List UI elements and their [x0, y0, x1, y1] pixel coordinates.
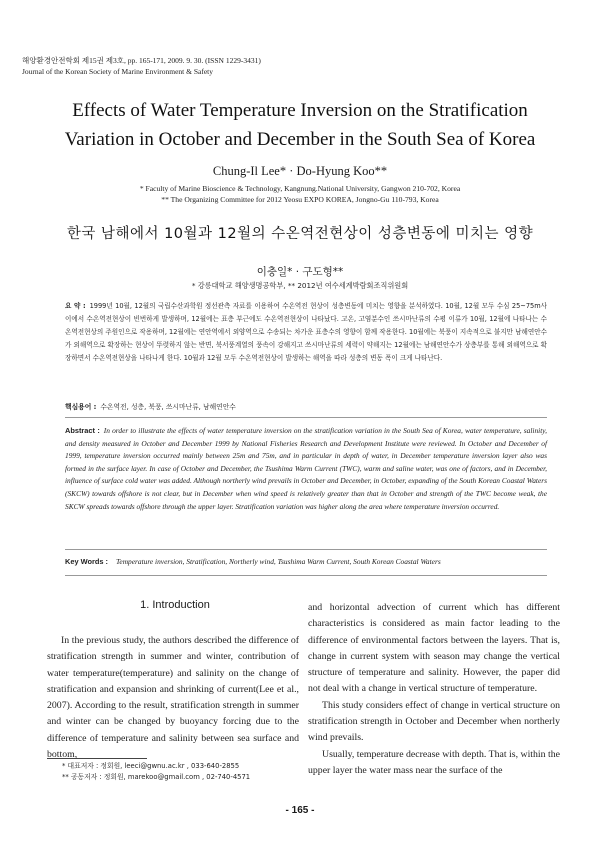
section-heading: 1. Introduction — [140, 599, 210, 611]
paper-title — [40, 96, 560, 154]
paper-title-line2: Variation in October and December in the South Sea of Korea — [64, 129, 536, 150]
paragraph: In the previous study, the authors described the difference of stratification strength in summer and winter, contribution of water temperature(temperature) and salinity on the change of stratification and expansion and shrinking of current(Lee et al., 2007). According to the result, stratification strength in summer and winter can be changed by buoyancy forcing due to the difference of temperature and salinity between sea surface and bottom, — [47, 635, 299, 761]
english-keywords — [65, 557, 547, 566]
author-list: Chung-Il Lee* · Do-Hyung Koo** — [212, 164, 388, 178]
divider — [65, 417, 547, 418]
korean-abstract — [65, 300, 547, 365]
keywords-text: Temperature inversion, Stratification, Northerly wind, Tsushima Warm Current, South Korean Coastal Waters — [115, 557, 441, 566]
affiliation-1: * Faculty of Marine Bioscience & Technology, Kangnung.National University, Gangwon 210-702, Korea — [139, 184, 461, 193]
korean-abstract-label: 요 약 : — [65, 302, 86, 310]
divider — [65, 549, 547, 550]
korean-abstract-text: 1999년 10월, 12월의 국립수산과학원 정선관측 자료를 이용하여 수온역전 현상이 성층변동에 미치는 영향을 분석하였다. 10월, 12월 모두 수심 25~75m사이에서 수온역전현상이 빈번하게 발생하며, 12월에는 표층 부근에도 수온역전현상이 나타났다. 고온, 고염분수인 쓰시마난류의 수평 이류가 10월, 12월에 나타나는 수온역전현상의 주원인으로 작용하며, 12월에는 연안역에서 외양역으로 수송되는 차가운 표층수의 영향이 함께 작용한다. 10월에는 북풍이 지속적으로 불지만 남해연안수가 외해역으로 확장하는 현상이 뚜렷하지 않는 반면, 북서풍계열의 풍속이 강해지고 쓰시마난류의 세력이 약해지는 12월에는 남해연안수가 상층부를 통해 외해역으로 확장하면서 수온역전현상을 나타나게 한다. 10월과 12월 모두 수온역전현상이 발생하는 해역을 따라 성층의 변동 폭이 크게 나타난다. — [65, 302, 547, 363]
affiliation-2: ** The Organizing Committee for 2012 Yeosu EXPO KOREA, Jongno-Gu 110-793, Korea — [161, 195, 439, 204]
korean-keywords-label: 핵심용어 : — [65, 403, 97, 411]
left-column — [47, 633, 299, 763]
divider — [65, 575, 547, 576]
abstract-label: Abstract : — [65, 426, 100, 435]
korean-affiliation: * 강릉대학교 해양생명공학부, ** 2012년 여수세계박람회조직위원회 — [191, 281, 409, 290]
affiliations — [0, 183, 600, 205]
paragraph: This study considers effect of change in vertical structure on stratification strength in October and December when northerly wind prevails. — [308, 699, 560, 744]
keywords-label: Key Words : — [65, 557, 108, 566]
korean-keywords — [65, 401, 547, 411]
journal-header-line2: Journal of the Korean Society of Marine Environment & Safety — [22, 67, 213, 76]
english-abstract — [65, 425, 547, 513]
footnote-1: * 대표저자 : 정회원, leeci@gwnu.ac.kr , 033-640-2855 — [62, 762, 240, 770]
page-number: - 165 - — [285, 805, 315, 816]
footnotes — [62, 761, 250, 782]
right-column — [308, 600, 560, 779]
paragraph: and horizontal advection of current which has different characteristics is considered as main factor leading to the difference of environmental factors between the layers. That is, change in current system with season may change the vertical structure of temperature and salinity. However, the paper did not deal with a change in vertical structure of temperature. — [308, 602, 560, 695]
footnote-2: ** 공동저자 : 정회원, marekoo@gmail.com , 02-740-4571 — [62, 772, 251, 781]
paper-title-line1: Effects of Water Temperature Inversion on the Stratification — [72, 100, 528, 121]
paragraph: Usually, temperature decrease with depth. That is, within the upper layer the water mass near the surface of the — [308, 748, 560, 776]
footnote-divider — [47, 758, 147, 759]
journal-header — [22, 55, 261, 77]
korean-title: 한국 남해에서 10월과 12월의 수온역전현상이 성층변동에 미치는 영향 — [66, 226, 534, 242]
abstract-text: In order to illustrate the effects of water temperature inversion on the stratification variation in the South Sea of Korea, water temperature, salinity, and density measured in October and December 1999 by National Fisheries Research and Development Institute were reviewed. In October and December of 1999, temperature inversion occurred mainly between 25m and 75m, and in particular in depth of water, in December temperature inversion layer also was formed in the surface layer. In case of October and December, the Tsushima Warm Current (TWC), warm and saline water, was one of factors, and in December, influence of surface cold water was added. Although northerly wind prevails in October and December, in October, expanding of the South Korean Coastal Waters (SKCW) towards offshore is not clear, but in December when wind speed is relatively greater than that in October and strength of the TWC become weak, the SKCW spreads towards offshore through the upper layer. Stratification variation was higher along the area where temperature inversion occurred. — [65, 426, 547, 511]
korean-authors: 이충일* · 구도형** — [256, 266, 344, 278]
korean-keywords-text: 수온역전, 성층, 북풍, 쓰시마난류, 남해연안수 — [100, 403, 236, 411]
journal-header-line1: 해양환경안전학회 제15권 제3호, pp. 165-171, 2009. 9. 30. (ISSN 1229-3431) — [22, 56, 261, 65]
